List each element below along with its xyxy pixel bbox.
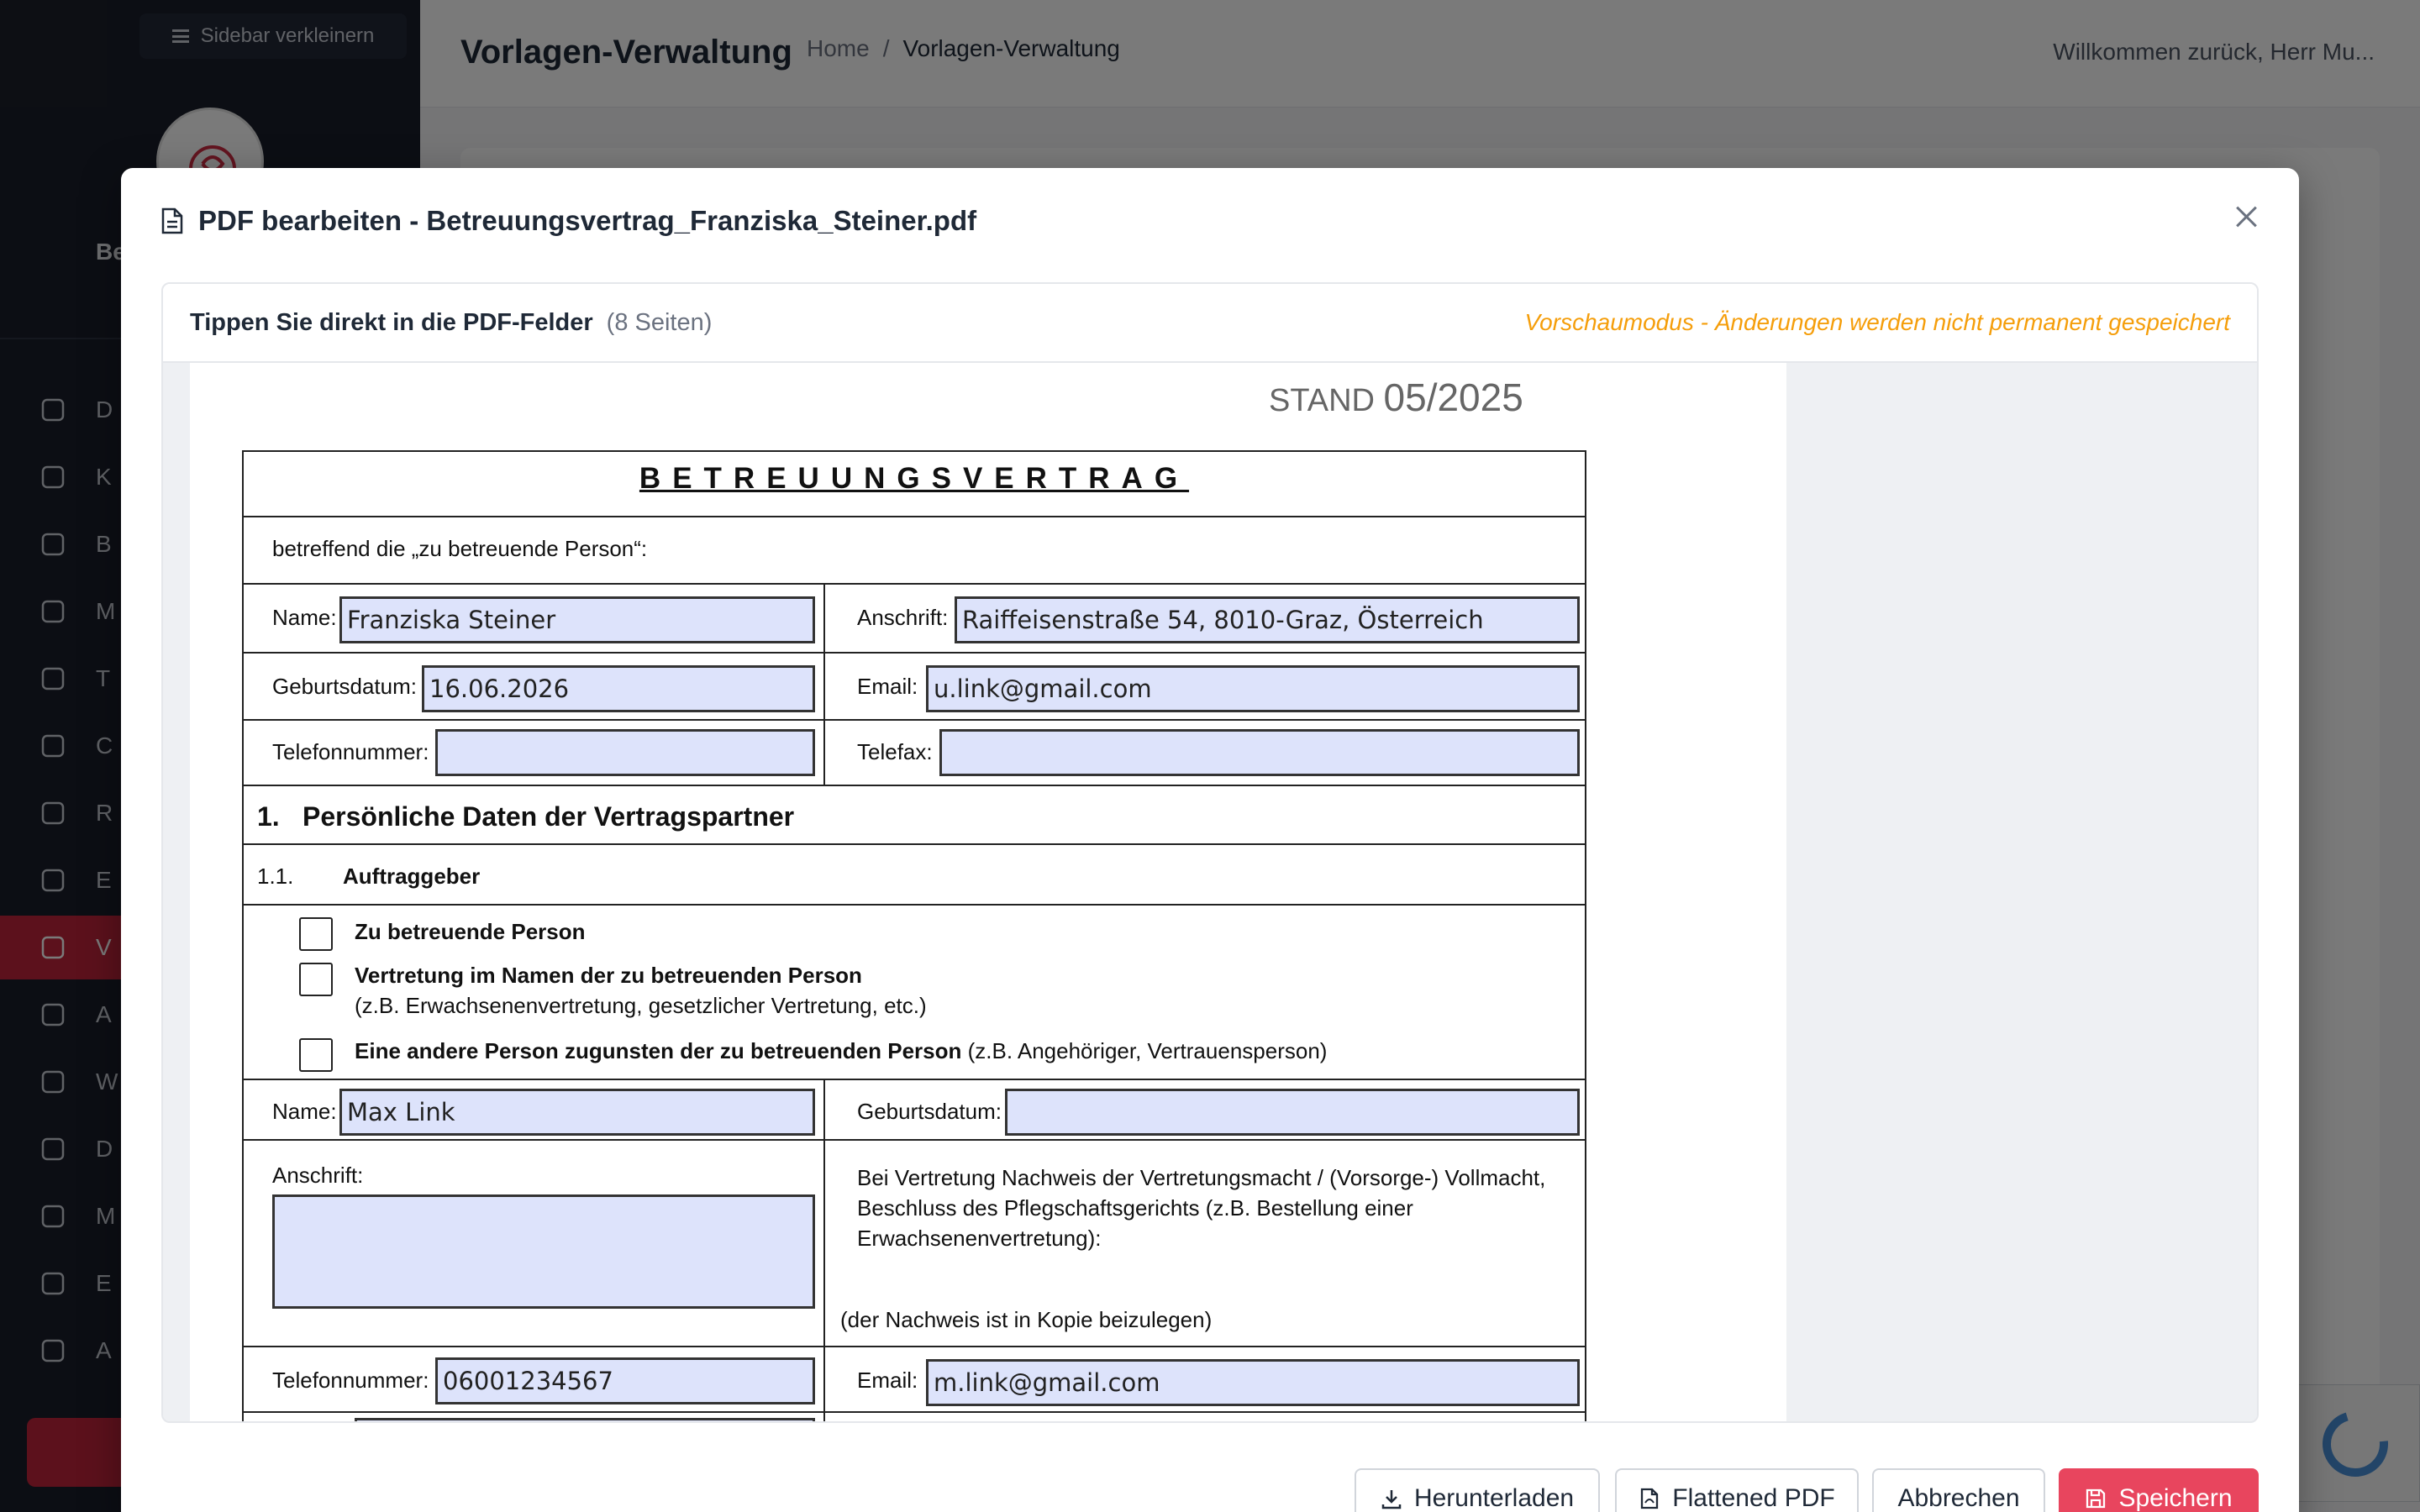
email-field[interactable]: u.link@gmail.com [926,665,1580,712]
name-field[interactable]: Franziska Steiner [339,596,815,643]
pdf-rule [242,1079,1586,1080]
email-label: Email: [857,674,918,699]
checkbox-other-person[interactable] [299,1038,333,1072]
client-dob-label: Geburtsdatum: [857,1099,1002,1124]
option-representative: Vertretung im Namen der zu betreuenden Person [355,963,862,988]
section-number: 1. [257,801,280,832]
client-email-label: Email: [857,1368,918,1393]
client-email-field[interactable]: m.link@gmail.com [926,1359,1580,1406]
download-icon [1381,1488,1402,1509]
subsection-title: Auftraggeber [343,864,481,889]
modal-header [161,205,976,237]
proof-note: (der Nachweis ist in Kopie beizulegen) [840,1307,1213,1332]
cancel-button[interactable] [1872,1468,2045,1512]
cancel-label: Abbrechen [1897,1484,2020,1512]
pdf-rule [242,785,1586,786]
phone-label: Telefonnummer: [272,739,429,764]
pdf-rule [242,843,1586,845]
close-icon[interactable] [2228,198,2265,235]
dob-label: Geburtsdatum: [272,674,417,699]
option-principal: Zu betreuende Person [355,919,586,944]
stand-label: STAND [1269,383,1375,418]
option-other-person [355,1038,1327,1064]
client-address-label: Anschrift: [272,1163,364,1188]
flatten-label: Flattened PDF [1672,1484,1835,1512]
editor-header [163,284,2257,363]
page-count: (8 Seiten) [606,308,713,336]
modal-footer [121,1468,2299,1512]
pdf-rule [242,1346,1586,1347]
client-phone-field[interactable]: 06001234567 [435,1357,815,1404]
next-field[interactable] [355,1418,815,1423]
pdf-page [190,363,1786,1423]
client-name-field[interactable]: Max Link [339,1089,815,1136]
pdf-file-icon [1639,1488,1660,1509]
option-other-person-label: Eine andere Person zugunsten der zu betreuenden Person [355,1038,962,1063]
proof-text: Bei Vertretung Nachweis der Vertretungsmacht / (Vorsorge-) Vollmacht, Beschluss des Pflegschaftsgerichts (z.B. Bestellung einer Erwachsenenvertretung): [857,1165,1546,1251]
checkbox-principal[interactable] [299,917,333,951]
pdf-editor-panel [161,282,2259,1423]
pdf-rule [242,583,1586,585]
pdf-rule [242,1139,1586,1141]
save-button[interactable] [2059,1468,2259,1512]
address-field[interactable]: Raiffeisenstraße 54, 8010-Graz, Österreich [955,596,1580,643]
client-name-label: Name: [272,1099,337,1124]
pdf-rule [823,583,825,785]
section-title: Persönliche Daten der Vertragspartner [302,801,795,832]
phone-field[interactable] [435,729,815,776]
editor-hint: Tippen Sie direkt in die PDF-Felder [190,308,593,336]
client-phone-label: Telefonnummer: [272,1368,429,1393]
pdf-rule [242,904,1586,906]
name-label: Name: [272,605,337,630]
pdf-rule [823,1079,825,1423]
dob-field[interactable]: 16.06.2026 [422,665,815,712]
pdf-rule [242,652,1586,654]
fax-field[interactable] [939,729,1580,776]
pdf-title: BETREUUNGSVERTRAG [639,462,1190,495]
pdf-rule [242,516,1586,517]
address-label: Anschrift: [857,605,949,630]
option-other-person-note: (z.B. Angehöriger, Vertrauensperson) [967,1038,1328,1063]
pdf-edit-modal [121,168,2299,1512]
checkbox-representative[interactable] [299,963,333,996]
flatten-pdf-button[interactable] [1615,1468,1859,1512]
modal-title: PDF bearbeiten - Betreuungsvertrag_Franziska_Steiner.pdf [198,205,977,236]
download-button[interactable] [1355,1468,1600,1512]
pdf-stand [1269,375,1523,420]
preview-notice: Vorschaumodus - Änderungen werden nicht permanent gespeichert [1524,309,2230,335]
pdf-viewer[interactable] [163,363,2257,1423]
stand-value: 05/2025 [1383,375,1523,419]
download-label: Herunterladen [1413,1484,1575,1512]
save-label: Speichern [2118,1484,2233,1512]
save-icon [2085,1488,2107,1509]
pdf-rule [242,719,1586,721]
client-dob-field[interactable] [1005,1089,1580,1136]
pdf-intro: betreffend die „zu betreuende Person“: [272,536,648,561]
client-address-field[interactable] [272,1194,815,1309]
document-icon [161,207,183,234]
option-representative-note: (z.B. Erwachsenenvertretung, gesetzlicher Vertretung, etc.) [355,993,927,1018]
pdf-rule [242,1411,1586,1413]
subsection-number: 1.1. [257,864,294,889]
fax-label: Telefax: [857,739,933,764]
